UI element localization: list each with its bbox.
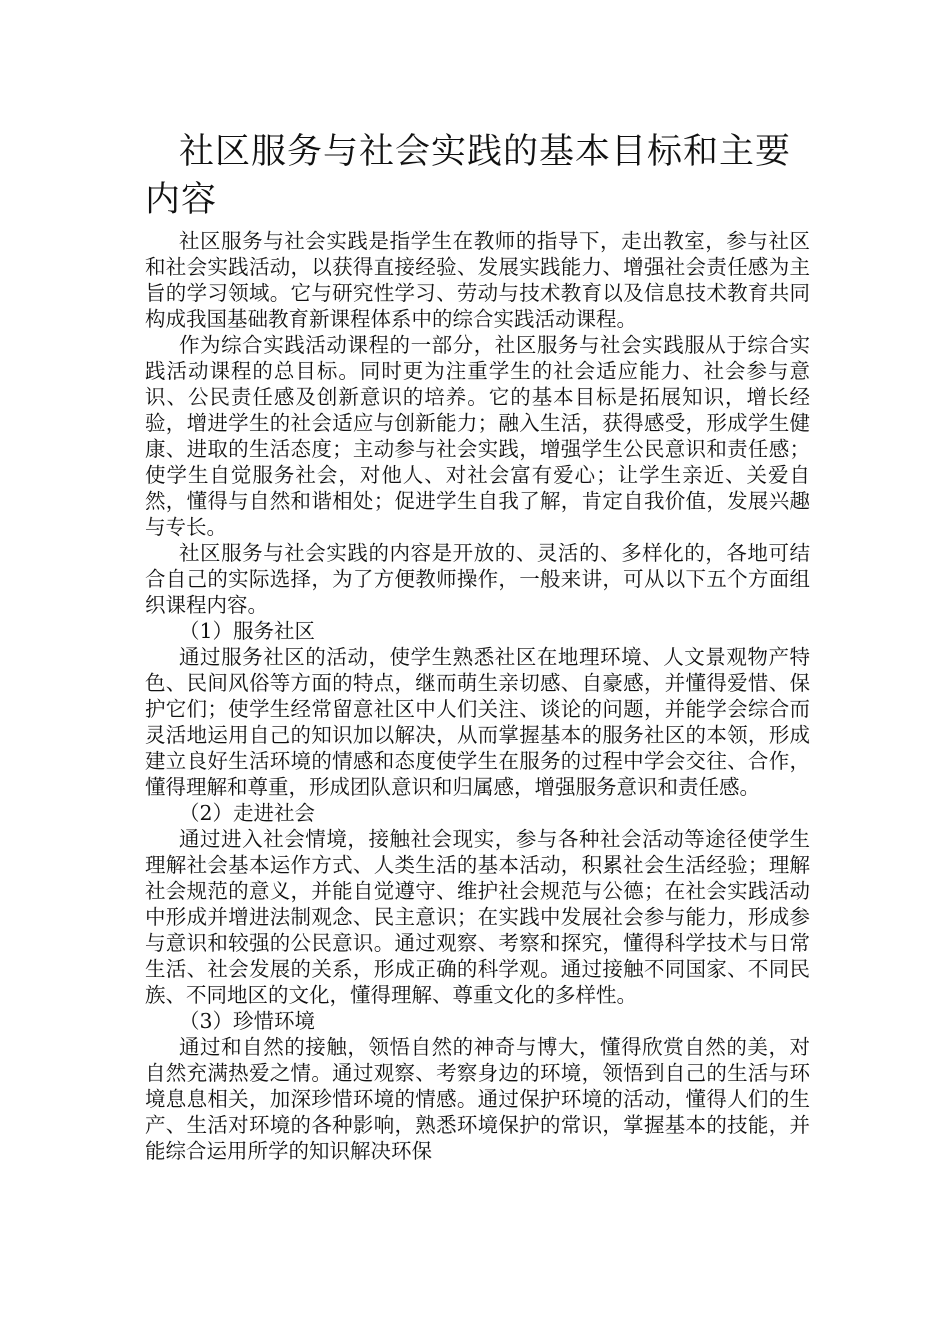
section-heading-serve-community: （1）服务社区	[179, 619, 316, 643]
document-body	[145, 228, 810, 1164]
document-title: 社区服务与社会实践的基本目标和主要内容	[145, 132, 792, 220]
paragraph-content-overview: 社区服务与社会实践的内容是开放的、灵活的、多样化的，各地可结合自己的实际选择，为了方便教师操作，一般来讲，可从以下五个方面组织课程内容。	[145, 541, 810, 617]
section-text-serve-community: 通过服务社区的活动，使学生熟悉社区在地理环境、人文景观物产特色、民间风俗等方面的特点，继而萌生亲切感、自豪感，并懂得爱惜、保护它们；使学生经常留意社区中人们关注、谈论的问题，并能学会综合而灵活地运用自己的知识加以解决，从而掌握基本的服务社区的本领，形成建立良好生活环境的情感和态度使学生在服务的过程中学会交往、合作，懂得理解和尊重，形成团队意识和归属感，增强服务意识和责任感。	[145, 645, 810, 799]
paragraph-goals: 作为综合实践活动课程的一部分，社区服务与社会实践服从于综合实践活动课程的总目标。同时更为注重学生的社会适应能力、社会参与意识、公民责任感及创新意识的培养。它的基本目标是拓展知识，增长经验，增进学生的社会适应与创新能力；融入生活，获得感受，形成学生健康、进取的生活态度；主动参与社会实践，增强学生公民意识和责任感；使学生自觉服务社会，对他人、对社会富有爱心；让学生亲近、关爱自然，懂得与自然和谐相处；促进学生自我了解，肯定自我价值，发展兴趣与专长。	[145, 333, 810, 539]
document-page	[145, 0, 810, 1344]
paragraph-intro: 社区服务与社会实践是指学生在教师的指导下，走出教室，参与社区和社会实践活动，以获得直接经验、发展实践能力、增强社会责任感为主旨的学习领域。它与研究性学习、劳动与技术教育以及信息技术教育共同构成我国基础教育新课程体系中的综合实践活动课程。	[145, 229, 810, 331]
section-text-enter-society: 通过进入社会情境，接触社会现实，参与各种社会活动等途径使学生理解社会基本运作方式、人类生活的基本活动，积累社会生活经验；理解社会规范的意义，并能自觉遵守、维护社会规范与公德；在社会实践活动中形成并增进法制观念、民主意识；在实践中发展社会参与能力，形成参与意识和较强的公民意识。通过观察、考察和探究，懂得科学技术与日常生活、社会发展的关系，形成正确的科学观。通过接触不同国家、不同民族、不同地区的文化，懂得理解、尊重文化的多样性。	[145, 827, 810, 1007]
section-text-cherish-environment: 通过和自然的接触，领悟自然的神奇与博大，懂得欣赏自然的美，对自然充满热爱之情。通过观察、考察身边的环境，领悟到自己的生活与环境息息相关，加深珍惜环境的情感。通过保护环境的活动，懂得人们的生产、生活对环境的各种影响，熟悉环境保护的常识，掌握基本的技能，并能综合运用所学的知识解决环保	[145, 1035, 810, 1163]
section-heading-enter-society: （2）走进社会	[179, 801, 316, 825]
section-heading-cherish-environment: （3）珍惜环境	[179, 1009, 316, 1033]
